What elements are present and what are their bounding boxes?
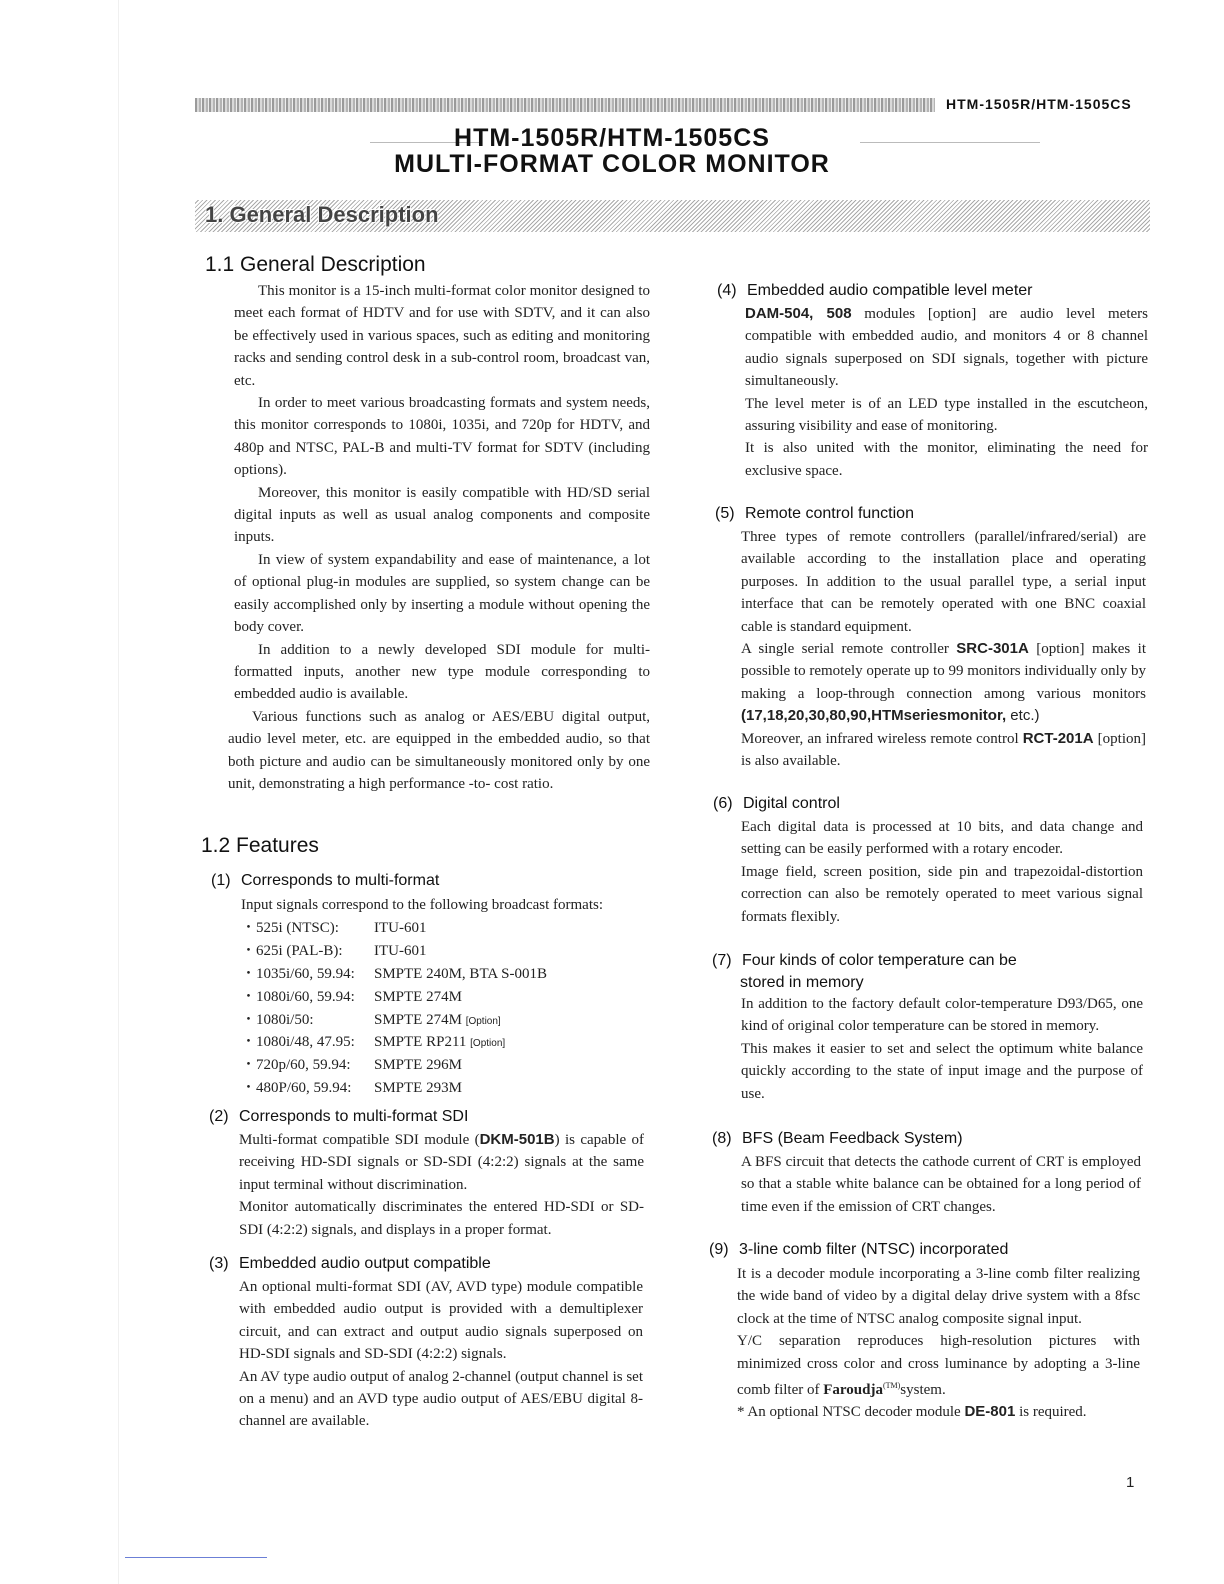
feature-number: (9) — [709, 1241, 729, 1258]
text: system. — [900, 1382, 946, 1399]
option-tag: [Option] — [470, 1038, 506, 1050]
format-name: ・1080i/48, 47.95: — [241, 1034, 355, 1051]
text: Multi-format compatible SDI module ( — [239, 1132, 480, 1148]
page-number: 1 — [1126, 1474, 1135, 1491]
format-row — [241, 1077, 661, 1100]
format-standard: ITU-601 — [374, 943, 427, 960]
paragraph: It is also united with the monitor, eliminating the need for exclusive space. — [745, 440, 1148, 479]
paragraph — [741, 638, 1146, 728]
format-name: ・1080i/60, 59.94: — [241, 988, 355, 1005]
feature-8-body — [741, 1151, 1141, 1218]
format-name: ・1035i/60, 59.94: — [241, 966, 355, 982]
paragraph: Image field, screen position, side pin and trapezoidal-distortion correction can also be remotely operated to meet various signal formats flexibly. — [741, 863, 1143, 925]
text: * An optional NTSC decoder module — [737, 1404, 965, 1421]
paragraph — [737, 1401, 1140, 1423]
format-list — [241, 917, 661, 1099]
section-heading-1-1: 1.1 General Description — [205, 253, 426, 276]
text: ) is capable of receiving HD-SDI signals or SD-SDI (4:2:2) signals at the same input terminal without discrimination. — [239, 1132, 645, 1193]
text: Moreover, an infrared wireless remote control — [741, 730, 1023, 747]
product-code: SRC-301A — [956, 640, 1029, 658]
feature-number: (6) — [713, 795, 733, 812]
format-name: ・625i (PAL-B): — [241, 943, 343, 960]
feature-number: (4) — [717, 282, 737, 299]
paragraph: In addition to the factory default color-temperature D93/D65, one kind of original color temperature can be stored in memory. — [741, 996, 1143, 1035]
format-standard: SMPTE 293M — [374, 1079, 462, 1096]
feature-title: Embedded audio compatible level meter — [747, 282, 1033, 299]
format-row — [241, 1031, 661, 1054]
section-heading-1-2: 1.2 Features — [201, 834, 319, 857]
text: etc.) — [1006, 707, 1040, 725]
scan-margin-line — [118, 0, 119, 1584]
text: is required. — [1015, 1404, 1087, 1421]
document-subtitle: MULTI-FORMAT COLOR MONITOR — [394, 150, 830, 178]
paragraph: It is a decoder module incorporating a 3-line comb filter realizing the wide band of video by a digital delay drive system with a 8fsc clock at the time of NTSC analog composite signal input. — [737, 1266, 1140, 1327]
feature-heading-3 — [209, 1255, 491, 1273]
paragraph: This monitor is a 15-inch multi-format color monitor designed to meet each format of HDTV and for use with SDTV, and it can also be effectively used in various spaces, such as editing and monitoring racks and sending control desk in a sub-control room, broadcast van, etc. — [234, 283, 650, 389]
feature-1-intro: Input signals correspond to the following broadcast formats: — [241, 897, 604, 913]
format-row — [241, 963, 661, 986]
text: modules [option] are audio level meters compatible with embedded audio, and monitors 4 or 8 channel audio signals superposed on SDI signals, together with picture simultaneously. — [745, 306, 1148, 390]
format-name: ・480P/60, 59.94: — [241, 1079, 352, 1096]
format-name: ・525i (NTSC): — [241, 920, 339, 937]
paragraph: An optional multi-format SDI (AV, AVD type) module compatible with embedded audio output is provided with a demultiplexer circuit, and can extract and output audio signals superposed on HD-SDI signals and SD-SDI (4:2:2) signals. — [239, 1279, 643, 1363]
feature-heading-1 — [211, 872, 439, 890]
feature-title: Corresponds to multi-format SDI — [239, 1108, 469, 1125]
feature-1-body — [241, 894, 661, 1100]
feature-number: (8) — [712, 1130, 732, 1147]
text: [option] is also available. — [741, 730, 1146, 770]
format-name: ・720p/60, 59.94: — [241, 1057, 351, 1074]
feature-title: Remote control function — [745, 505, 914, 522]
paragraph: Each digital data is processed at 10 bits, and data change and setting can be easily performed with a rotary encoder. — [741, 819, 1143, 858]
format-row — [241, 986, 661, 1009]
header-pattern-bar — [195, 98, 935, 112]
format-standard: SMPTE 296M — [374, 1057, 462, 1074]
format-row — [241, 1054, 661, 1077]
paragraph — [745, 303, 1148, 393]
paragraph: In order to meet various broadcasting formats and system needs, this monitor corresponds to 1080i, 1035i, and 720p for HDTV, and 480p and NTSC, PAL-B and multi-TV format for SDTV (including options). — [234, 395, 650, 479]
feature-number: (2) — [209, 1108, 229, 1125]
paragraph: A BFS circuit that detects the cathode current of CRT is employed so that a stable white balance can be obtained for a long period of time even if the emission of CRT changes. — [741, 1154, 1141, 1215]
footer-rule — [125, 1557, 267, 1558]
header-model-tag: HTM-1505R/HTM-1505CS — [946, 96, 1132, 112]
format-row — [241, 917, 661, 940]
section-band-title: 1. General Description — [205, 202, 439, 227]
general-description-text — [228, 280, 650, 795]
format-row — [241, 1009, 661, 1032]
text: A single serial remote controller — [741, 641, 957, 658]
feature-title: 3-line comb filter (NTSC) incorporated — [739, 1241, 1009, 1258]
paragraph: Three types of remote controllers (parallel/infrared/serial) are available according to the installation place and operating purposes. In addition to the usual parallel type, a serial input interface that can be remotely operated with one BNC coaxial cable is standard equipment. — [741, 529, 1146, 635]
product-code: DKM-501B — [479, 1131, 555, 1148]
product-code: DAM-504, 508 — [745, 305, 852, 322]
paragraph: Various functions such as analog or AES/EBU digital output, audio level meter, etc. are equipped in the embedded audio, so that both picture and audio can be simultaneously monitored only by one unit, demonstrating a high performance -to- cost ratio. — [228, 708, 650, 792]
feature-6-body — [741, 816, 1143, 928]
format-standard: SMPTE 274M — [374, 1011, 462, 1028]
feature-7-body — [741, 993, 1143, 1105]
paragraph: The level meter is of an LED type installed in the escutcheon, assuring visibility and ease of monitoring. — [745, 395, 1148, 435]
feature-number: (3) — [209, 1255, 229, 1272]
product-code: DE-801 — [964, 1403, 1016, 1421]
paragraph — [239, 1129, 644, 1196]
feature-heading-7 — [712, 950, 1017, 994]
paragraph: Moreover, this monitor is easily compatible with HD/SD serial digital inputs as well as usual analog components and composite inputs. — [234, 484, 650, 546]
paragraph: In view of system expandability and ease of maintenance, a lot of optional plug-in modules are supplied, so system change can be easily accomplished only by inserting a module without opening the body cover. — [234, 551, 650, 636]
feature-2-body — [239, 1129, 644, 1241]
feature-title: Corresponds to multi-format — [241, 872, 440, 889]
format-standard: ITU-601 — [374, 920, 427, 937]
paragraph: In addition to a newly developed SDI module for multi-formatted inputs, another new type module corresponding to embedded audio is available. — [234, 641, 650, 703]
feature-heading-6 — [713, 795, 840, 813]
format-standard: SMPTE RP211 — [374, 1034, 467, 1051]
feature-4-body — [745, 303, 1148, 482]
monitor-series-list: (17,18,20,30,80,90,HTMseriesmonitor, — [741, 707, 1007, 725]
paragraph: Monitor automatically discriminates the entered HD-SDI or SD-SDI (4:2:2) signals, and displays in a proper format. — [239, 1199, 644, 1238]
paragraph: An AV type audio output of analog 2-channel (output channel is set on a menu) and an AVD type audio output of AES/EBU digital 8-channel are available. — [239, 1368, 643, 1430]
format-name: ・1080i/50: — [241, 1011, 314, 1028]
text: [option] makes it possible to remotely operate up to 99 monitors individually only by making a loop-through connection among various monitors — [741, 641, 1146, 702]
trademark-mark: (TM) — [882, 1381, 901, 1391]
feature-title: Embedded audio output compatible — [239, 1255, 491, 1272]
feature-number: (7) — [712, 952, 732, 969]
feature-title: Digital control — [743, 795, 840, 812]
paragraph: This makes it easier to set and select the optimum white balance quickly according to the state of input image and the purpose of use. — [741, 1040, 1143, 1102]
format-standard: SMPTE 274M — [374, 988, 462, 1005]
feature-heading-9 — [709, 1241, 1008, 1259]
format-row — [241, 940, 661, 963]
product-code: RCT-201A — [1022, 729, 1094, 747]
feature-3-body — [239, 1276, 643, 1433]
paragraph — [737, 1330, 1140, 1401]
brand-name: Faroudja — [823, 1382, 883, 1399]
feature-title-cont: stored in memory — [740, 974, 864, 991]
feature-title: Four kinds of color temperature can be — [742, 952, 1017, 969]
feature-title: BFS (Beam Feedback System) — [742, 1130, 963, 1147]
feature-heading-5 — [715, 505, 914, 523]
feature-heading-8 — [712, 1130, 963, 1148]
feature-number: (5) — [715, 505, 735, 522]
text: Y/C separation reproduces high-resolution pictures with minimized cross color and cross luminance by adopting a 3-line comb filter of — [737, 1333, 1140, 1399]
feature-5-body — [741, 526, 1146, 772]
feature-heading-2 — [209, 1108, 468, 1126]
paragraph — [741, 728, 1146, 773]
feature-heading-4 — [717, 282, 1033, 300]
feature-number: (1) — [211, 872, 231, 889]
feature-9-body — [737, 1263, 1140, 1424]
document-title: HTM-1505R/HTM-1505CS — [454, 124, 770, 152]
format-standard: SMPTE 240M, BTA S-001B — [374, 966, 547, 982]
option-tag: [Option] — [465, 1015, 501, 1027]
